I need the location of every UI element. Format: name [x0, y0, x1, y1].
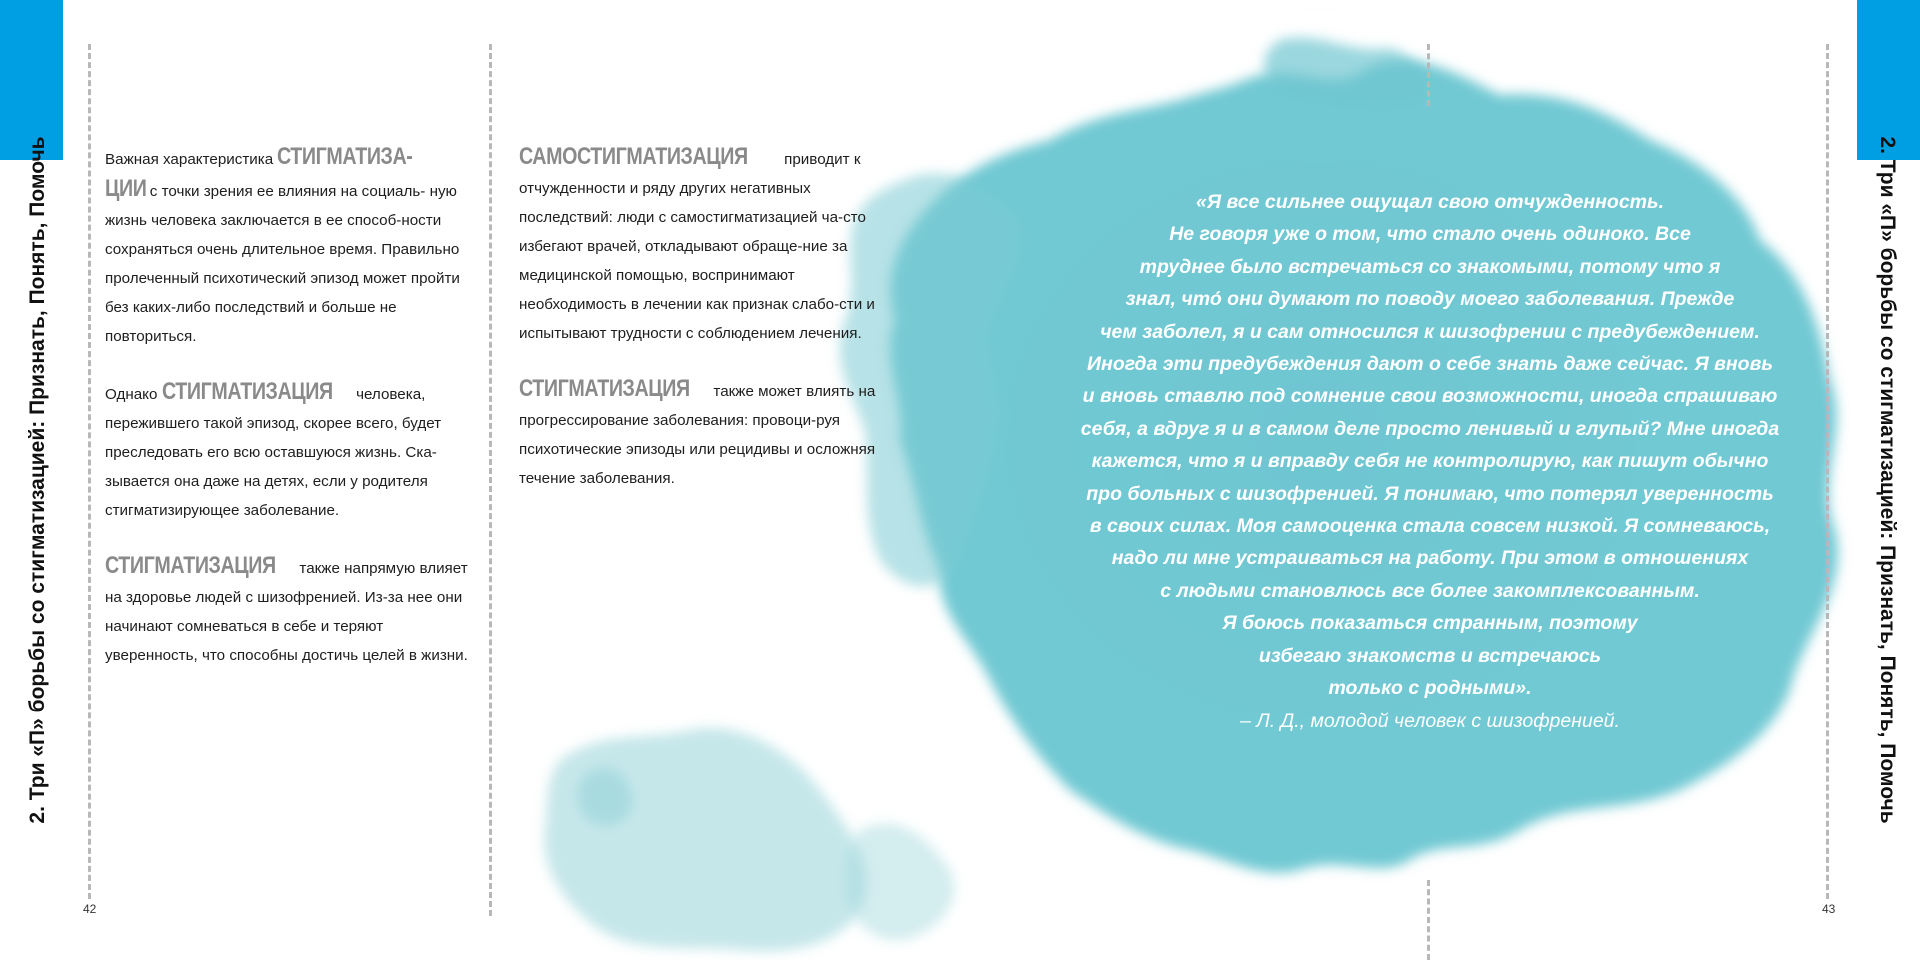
paragraph-text: ную жизнь человека заключается в ее способ-ности сохраняться очень длительное время. Правильно пролеченный психотический эпизод может пройти без каких-либо последствий и больше не повториться. — [105, 183, 460, 345]
page-number-left: 42 — [83, 902, 97, 916]
quote-line: только с родными». — [1328, 677, 1532, 700]
quote-line: Не говоря уже о том, что стало очень одиноко. Все — [1169, 223, 1691, 246]
quote-line: знал, что́ они думают по поводу моего заболевания. Прежде — [1125, 288, 1735, 311]
quote-line: Я боюсь показаться странным, поэтому — [1222, 612, 1638, 635]
paragraph-text: Однако — [105, 386, 162, 403]
quote-line: надо ли мне устраиваться на работу. При этом в отношениях — [1111, 547, 1749, 570]
quote-line: про больных с шизофренией. Я понимаю, что потерял уверенность — [1086, 482, 1774, 505]
quote-author: – Л. Д., молодой человек с шизофренией. — [1240, 710, 1620, 732]
paragraph-5 — [519, 374, 884, 493]
paragraph-text: также может влиять на прогрессирование заболевания: провоци-руя психотические эпизоды или рецидивы и осложняя течение заболевания. — [519, 383, 876, 487]
page-number-right: 43 — [1822, 902, 1836, 916]
guide-line-1 — [88, 44, 91, 899]
keyword-stigmatization: СТИГМАТИЗАЦИЯ — [519, 375, 690, 402]
paragraph-text: также напрямую влияет на здоровье людей с шизофренией. Из-за нее они начинают сомневаться в себе и теряют уверенность, что способны достичь целей в жизни. — [105, 560, 468, 664]
paragraph-3 — [105, 551, 475, 670]
quote-line: труднее было встречаться со знакомыми, потому что я — [1139, 255, 1721, 278]
text-column-left — [105, 142, 475, 696]
quote-line: «Я все сильнее ощущал свою отчужденность. — [1195, 191, 1665, 213]
paragraph-text: с точки зрения ее влияния на социаль- — [145, 183, 426, 200]
quote-line: себя, а вдруг я и в самом деле просто ленивый и глупый? Мне иногда — [1080, 417, 1780, 440]
paragraph-1 — [105, 142, 475, 351]
quote-line: Иногда эти предубеждения дают о себе знать даже сейчас. Я вновь — [1087, 353, 1773, 376]
quote-line: и вновь ставлю под сомнение свои возможности, иногда спрашиваю — [1082, 385, 1778, 408]
watercolor-blob-bottom-mid — [845, 824, 954, 941]
paragraph-text: человека, пережившего такой эпизод, скорее всего, будет преследовать его всю оставшуюся жизнь. Ска-зывается она даже на детях, если у родителя стигматизирующее заболевание. — [105, 386, 442, 519]
paragraph-4 — [519, 142, 884, 348]
paragraph-text: Важная характеристика — [105, 151, 278, 168]
keyword-stigmatization: СТИГМАТИЗАЦИЯ — [161, 378, 333, 405]
watercolor-blob-bottom-left — [544, 728, 866, 951]
quote-line: чем заболел, я и сам относился к шизофрении с предубеждением. — [1100, 320, 1760, 343]
quote-line: с людьми становлюсь все более закомплексованным. — [1160, 579, 1700, 602]
paragraph-2 — [105, 377, 475, 525]
quote-line: в своих силах. Моя самооценка стала совсем низкой. Я сомневаюсь, — [1089, 515, 1771, 538]
guide-line-4 — [1427, 880, 1430, 960]
keyword-stigmatization: СТИГМАТИЗА- — [277, 143, 413, 170]
keyword-self-stigmatization: САМОСТИГМАТИЗАЦИЯ — [519, 143, 748, 170]
guide-line-5 — [1826, 44, 1829, 899]
quote-line: кажется, что я и вправду себя не контролирую, как пишут обычно — [1091, 450, 1769, 473]
running-title-left: 2. Три «П» борьбы со стигматизацией: Признать, Понять, Помочь — [26, 136, 49, 824]
quote-line: избегаю знакомств и встречаюсь — [1258, 644, 1602, 667]
text-column-middle — [519, 142, 884, 519]
patient-quote — [1040, 186, 1820, 705]
keyword-stigmatization: СТИГМАТИЗАЦИЯ — [105, 552, 276, 579]
guide-line-3 — [1427, 44, 1430, 106]
paragraph-text: приводит к отчужденности и ряду других негативных последствий: люди с самостигматизацией ча-сто избегают врачей, откладывают обраще-ние за медицинской помощью, воспринимают необходимость в лечении как признак слабо-сти и испытывают трудности с соблюдением лечения. — [519, 151, 875, 342]
keyword-stigmatization-cont: ЦИИ — [105, 175, 147, 202]
guide-line-2 — [489, 44, 492, 916]
running-title-right: 2. Три «П» борьбы со стигматизацией: Признать, Понять, Помочь — [1876, 136, 1899, 824]
